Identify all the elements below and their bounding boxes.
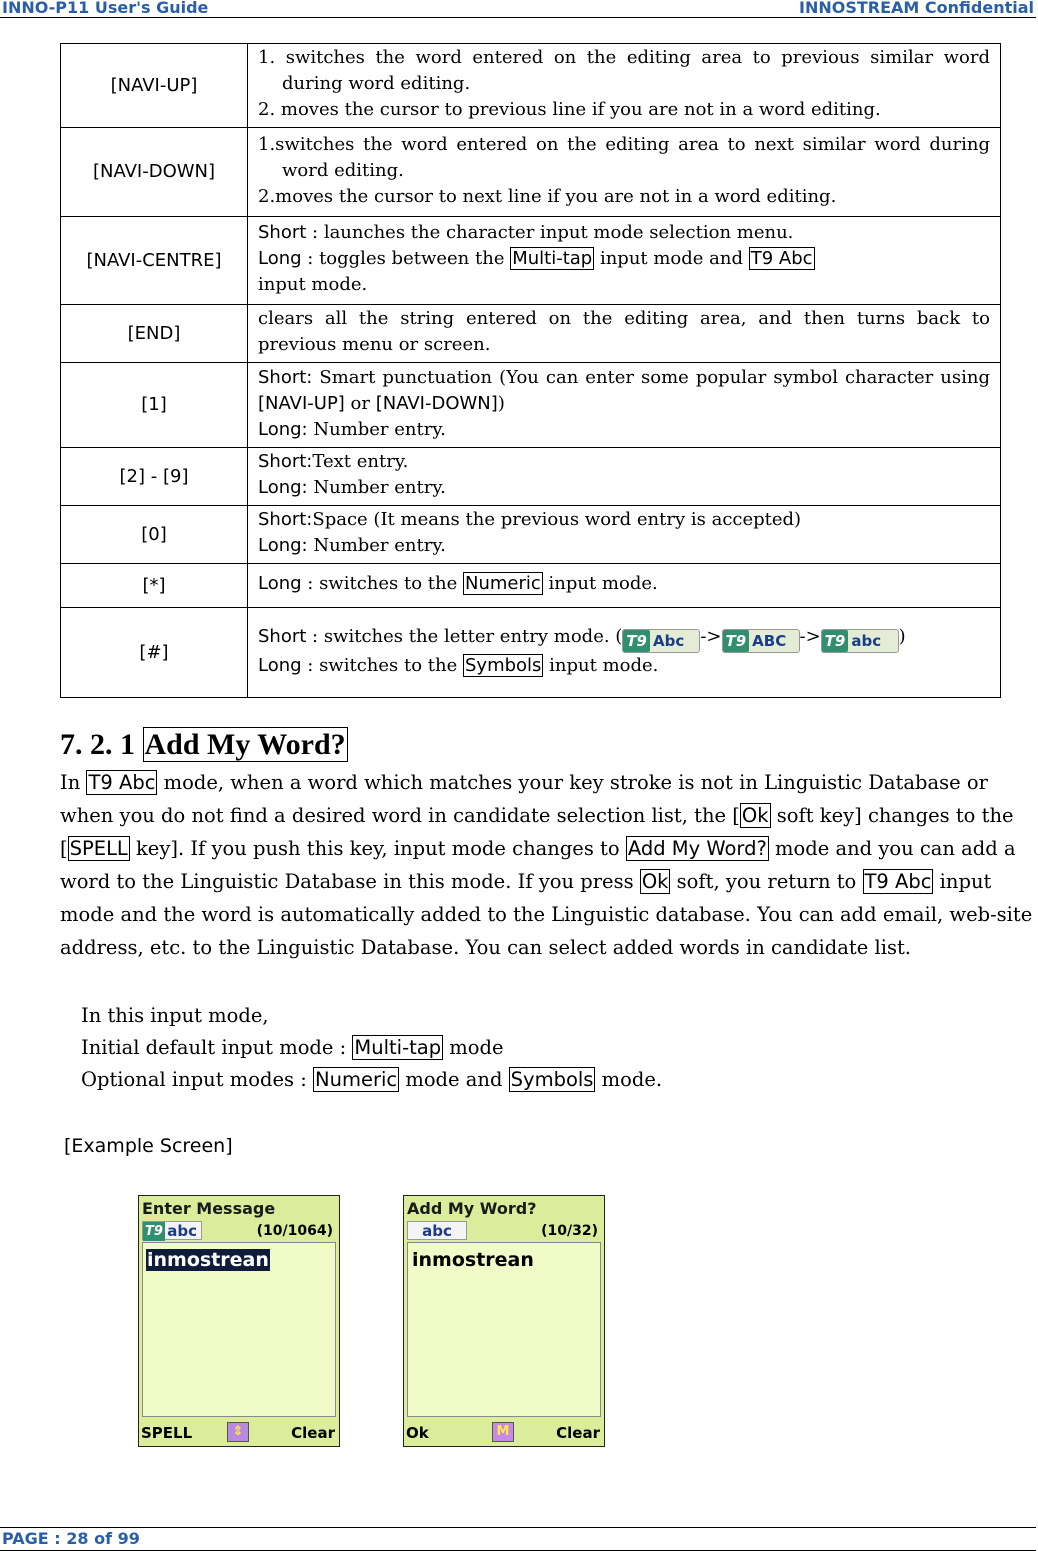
body-paragraph [60,766,1035,964]
desc-text: Number entry. [307,535,446,556]
short-label: Short: [258,509,313,530]
desc-text: input mode. [258,274,368,295]
t9-lower-mode-icon [821,629,899,653]
entered-word: inmostrean [147,1249,269,1271]
navi-down-term: [NAVI-DOWN] [375,392,498,414]
multitap-mode-icon[interactable]: M [492,1422,514,1442]
desc-text: ) [497,392,505,414]
desc-line: 2. moves the cursor to previous line if you are not in a word editing. [258,99,881,120]
example-screen-label: [Example Screen] [64,1135,233,1157]
short-label: Short: [258,366,313,388]
long-label: Long [258,654,302,676]
t9-logo: T9 [143,1222,165,1241]
mode-icon-text: ABC [752,631,787,650]
para-text: key]. If you push this key, input mode changes to [129,837,626,860]
para-text: In [60,771,87,794]
screen-title: Enter Message [142,1199,276,1218]
desc-text: input mode. [543,654,659,676]
long-label: Long [258,248,302,269]
mode-text: mode. [595,1068,663,1091]
addmyword-term: Add My Word? [627,837,767,860]
table-row [61,44,1001,128]
symbols-term: Symbols [510,1068,594,1091]
ok-term: Ok [641,870,669,893]
long-label: Long: [258,418,308,440]
spell-term: SPELL [69,837,128,860]
para-text: mode, when a word which matches your key stroke is not in Linguistic Database or when you do not find a desired word in candidate selection list, the [ [60,771,988,827]
navi-icon[interactable]: ⇕ [227,1422,249,1442]
section-number: 7. 2. 1 [60,728,143,761]
para-text: soft, you return to [670,870,863,893]
editing-area[interactable] [407,1242,601,1417]
multitap-term: Multi-tap [354,1036,442,1059]
key-cell: [1] [61,363,248,448]
key-cell: [#] [61,608,248,698]
desc-cell [248,44,1001,128]
mode-icon-text: abc [851,631,882,650]
page-number: PAGE : 28 of 99 [2,1529,140,1548]
desc-cell [248,217,1001,305]
phone-screen-add-my-word [403,1195,605,1447]
input-mode-indicator [142,1221,202,1240]
header-confidential: INNOSTREAM Confidential [799,0,1034,17]
desc-text: ) [898,625,906,647]
screen-title: Add My Word? [407,1199,537,1218]
desc-cell [248,128,1001,217]
key-cell: [NAVI-UP] [61,44,248,128]
table-row [61,128,1001,217]
phone-screen-enter-message [138,1195,340,1447]
modes-intro: In this input mode, [81,1004,269,1027]
char-counter: (10/32) [541,1223,598,1239]
table-row [61,305,1001,363]
desc-cell [248,608,1001,698]
right-soft-key[interactable]: Clear [556,1424,600,1442]
long-label: Long: [258,477,308,498]
para-text: soft key] changes to the [ [60,804,1014,860]
table-row [61,608,1001,698]
t9abc-term: T9 Abc [864,870,932,893]
desc-cell [248,564,1001,608]
desc-text: or [344,392,376,414]
navi-up-term: [NAVI-UP] [258,392,345,414]
input-mode-indicator: abc [407,1221,467,1240]
desc-cell: clears all the string entered on the editing area, and then turns back to previous menu or screen. [248,305,1001,363]
char-counter: (10/1064) [256,1223,333,1239]
desc-text: Number entry. [307,418,446,440]
para-text: mode and you can add a word to the Linguistic Database in this mode. If you press [60,837,1016,893]
short-label: Short [258,625,307,647]
t9-upper-mode-icon [722,629,800,653]
key-cell: [NAVI-DOWN] [61,128,248,217]
right-soft-key[interactable]: Clear [291,1424,335,1442]
desc-line: 2.moves the cursor to next line if you are not in a word editing. [258,185,837,207]
table-row [61,363,1001,448]
page-header [0,0,1036,18]
desc-line: 1. switches the word entered on the editing area to previous similar word during word editing. [258,47,990,94]
numeric-term: Numeric [464,573,541,594]
initial-mode-line [81,1035,504,1061]
ok-term: Ok [741,804,769,827]
para-text: input mode and the word is automatically added to the Linguistic database. You can add email, web-site address, etc. to the Linguistic Database. You can select added words in candidate list. [60,870,1033,959]
key-cell: [2] - [9] [61,448,248,506]
symbols-term: Symbols [464,654,542,676]
mode-icon-text: Abc [653,631,685,650]
mode-text: mode and [399,1068,509,1091]
entered-word: inmostrean [412,1249,534,1271]
key-cell: [*] [61,564,248,608]
key-cell: [0] [61,506,248,564]
desc-text: input mode. [542,573,658,594]
desc-text: : launches the character input mode selection menu. [306,222,794,243]
desc-text: input mode and [594,248,749,269]
desc-text: Text entry. [312,451,409,472]
numeric-term: Numeric [315,1068,398,1091]
page-footer [0,1527,1036,1551]
t9-logo: T9 [723,630,750,652]
t9abc-term: T9 Abc [750,248,813,269]
t9abc-term: T9 Abc [88,771,156,794]
mode-text: mode [443,1036,504,1059]
desc-text: Number entry. [307,477,446,498]
desc-text: : toggles between the [301,248,511,269]
section-heading [60,727,348,763]
editing-area[interactable] [142,1242,336,1417]
desc-text: Smart punctuation (You can enter some popular symbol character using [312,366,990,388]
arrow-text: -> [700,625,722,647]
mode-label: Initial default input mode : [81,1036,353,1059]
key-cell: [END] [61,305,248,363]
desc-text: : switches to the [301,573,463,594]
key-function-table [60,43,1001,698]
desc-text: Space (It means the previous word entry is accepted) [312,509,802,530]
section-title: Add My Word? [144,728,346,761]
desc-line: 1.switches the word entered on the editing area to next similar word during word editing. [258,133,990,181]
left-soft-key[interactable]: SPELL [141,1424,193,1442]
key-cell: [NAVI-CENTRE] [61,217,248,305]
mode-label: Optional input modes : [81,1068,314,1091]
long-label: Long [258,573,302,594]
table-row [61,448,1001,506]
desc-cell [248,448,1001,506]
desc-text: : switches the letter entry mode. ( [306,625,623,647]
table-row [61,217,1001,305]
table-row [61,564,1001,608]
t9-logo: T9 [822,630,849,652]
arrow-text: -> [799,625,821,647]
table-row [61,506,1001,564]
desc-text: : switches to the [301,654,463,676]
optional-mode-line [81,1067,662,1093]
mode-text: abc [167,1222,197,1240]
desc-cell [248,506,1001,564]
short-label: Short: [258,451,313,472]
t9-logo: T9 [623,630,650,652]
multitap-term: Multi-tap [512,248,593,269]
t9-abc-mode-icon [622,629,700,653]
long-label: Long: [258,535,308,556]
left-soft-key[interactable]: Ok [406,1424,429,1442]
short-label: Short [258,222,307,243]
desc-cell [248,363,1001,448]
header-title: INNO-P11 User's Guide [2,0,209,17]
